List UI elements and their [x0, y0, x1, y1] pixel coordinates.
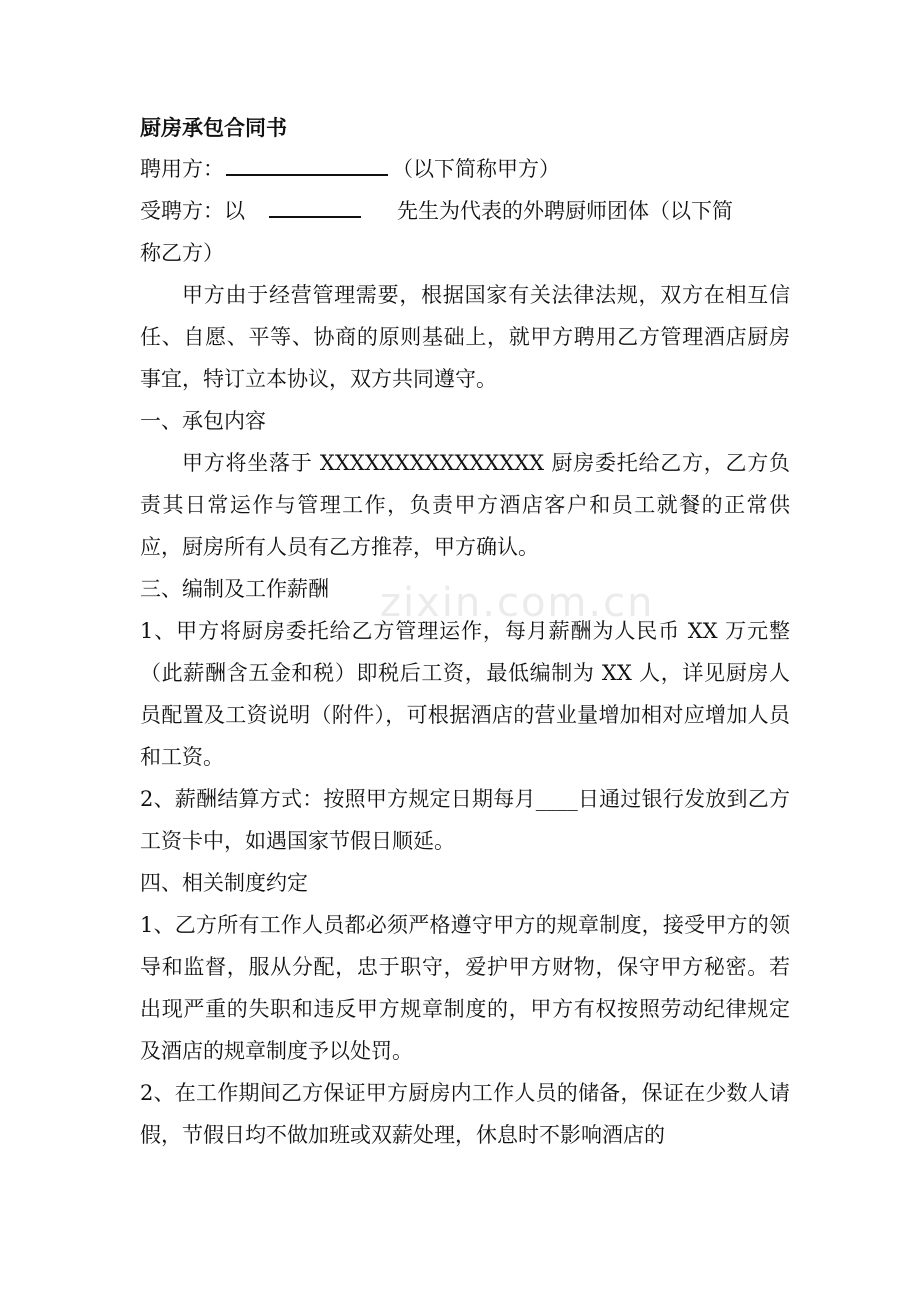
- section-4-item-1: 1、乙方所有工作人员都必须严格遵守甲方的规章制度，接受甲方的领导和监督，服从分配，忠于职守，爱护甲方财物，保守甲方秘密。若出现严重的失职和违反甲方规章制度的，甲方有权按照劳动纪律规定及酒店的规章制度予以处罚。: [140, 913, 790, 1063]
- section-1-heading: 一、承包内容: [140, 409, 266, 433]
- hiring-party-label: 聘用方：: [140, 157, 224, 181]
- section-3-item-2: 2、薪酬结算方式：按照甲方规定日期每月____日通过银行发放到乙方工资卡中，如遇国家节假日顺延。: [140, 787, 790, 853]
- hired-party-line: [140, 190, 790, 232]
- hired-party-blank: [269, 215, 361, 218]
- hiring-party-suffix: （以下简称甲方）: [392, 157, 560, 181]
- contract-document: [140, 108, 790, 1156]
- hired-party-label: 受聘方：以: [140, 199, 245, 223]
- document-title: 厨房承包合同书: [140, 115, 287, 140]
- hiring-party-blank: [226, 173, 388, 176]
- section-4-item-2: 2、在工作期间乙方保证甲方厨房内工作人员的储备，保证在少数人请假，节假日均不做加班或双薪处理，休息时不影响酒店的: [140, 1081, 790, 1147]
- hiring-party-line: [140, 148, 790, 190]
- hired-party-rest: 先生为代表的外聘厨师团体（以下简: [397, 199, 733, 223]
- section-3-heading: 三、编制及工作薪酬: [140, 577, 329, 601]
- watermark: zixin.com.cn: [380, 580, 655, 626]
- section-3-item-1: 1、甲方将厨房委托给乙方管理运作，每月薪酬为人民币 XX 万元整（此薪酬含五金和税）即税后工资，最低编制为 XX 人，详见厨房人员配置及工资说明（附件），可根据酒店的营业量增加相对应增加人员和工资。: [140, 619, 790, 769]
- intro-paragraph: 甲方由于经营管理需要，根据国家有关法律法规，双方在相互信任、自愿、平等、协商的原则基础上，就甲方聘用乙方管理酒店厨房事宜，特订立本协议，双方共同遵守。: [140, 283, 790, 391]
- hired-party-line-2: 称乙方）: [140, 241, 224, 265]
- section-4-heading: 四、相关制度约定: [140, 871, 308, 895]
- section-1-body: 甲方将坐落于 XXXXXXXXXXXXXXX 厨房委托给乙方，乙方负责其日常运作与管理工作，负责甲方酒店客户和员工就餐的正常供应，厨房所有人员有乙方推荐，甲方确认。: [140, 451, 790, 559]
